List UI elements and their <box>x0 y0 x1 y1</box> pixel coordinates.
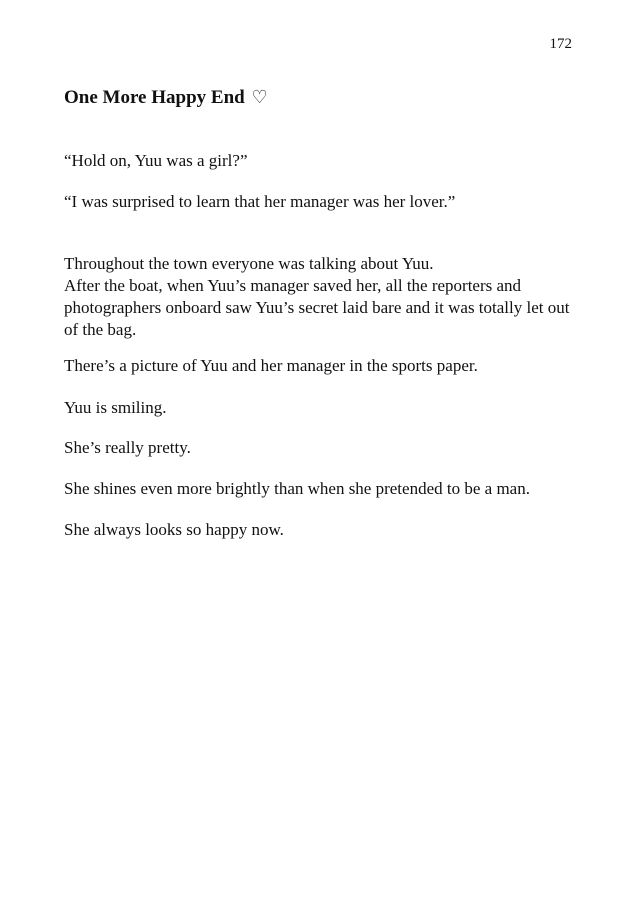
narration-picture: There’s a picture of Yuu and her manager in the sports paper. <box>64 356 478 375</box>
dialogue-hold-on: “Hold on, Yuu was a girl?” <box>64 151 248 170</box>
narration-happy: She always looks so happy now. <box>64 520 284 539</box>
narration-smiling: Yuu is smiling. <box>64 398 167 417</box>
narration-line: photographers onboard saw Yuu’s secret laid bare and it was totally let out <box>64 298 570 317</box>
narration-line: Throughout the town everyone was talking about Yuu. <box>64 254 434 273</box>
narration-pretty: She’s really pretty. <box>64 438 191 457</box>
page-number: 172 <box>549 36 572 52</box>
dialogue-surprised: “I was surprised to learn that her manager was her lover.” <box>64 192 456 211</box>
chapter-title-text: One More Happy End <box>64 87 245 108</box>
narration-shines: She shines even more brightly than when she pretended to be a man. <box>64 479 530 498</box>
narration-line: of the bag. <box>64 320 137 339</box>
narration-line: After the boat, when Yuu’s manager saved her, all the reporters and <box>64 276 522 295</box>
chapter-title <box>64 86 268 110</box>
heart-icon: ♡ <box>251 87 268 108</box>
narration-town <box>64 253 584 341</box>
